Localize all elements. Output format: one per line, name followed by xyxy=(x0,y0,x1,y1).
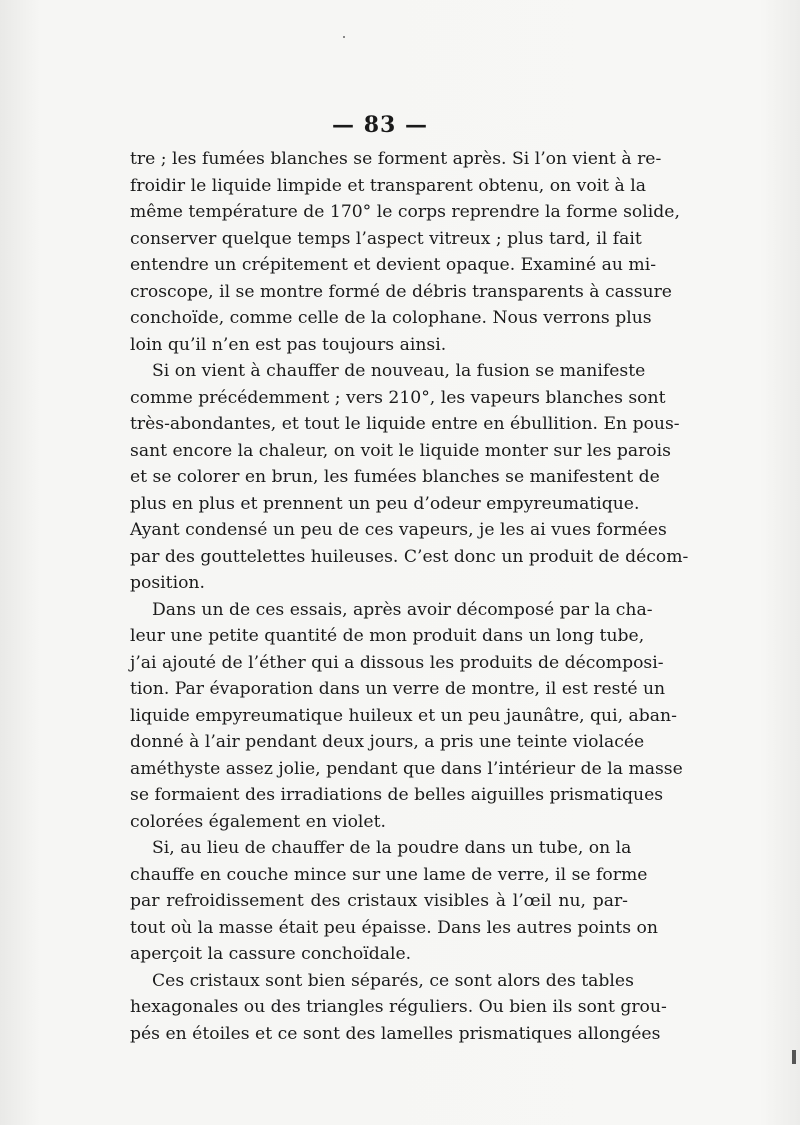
text-line: loin qu’il n’en est pas toujours ainsi. xyxy=(130,334,447,355)
text-line: croscope, il se montre formé de débris transparents à cassure xyxy=(130,281,672,302)
text-line: conchoïde, comme celle de la colophane. Nous verrons plus xyxy=(130,308,652,328)
text-line: j’ai ajouté de l’éther qui a dissous les produits de décomposi- xyxy=(130,652,664,673)
paragraph-5 xyxy=(130,968,667,1048)
text-line: tout où la masse était peu épaisse. Dans les autres points on xyxy=(130,917,658,938)
text-line: pés en étoiles et ce sont des lamelles prismatiques allongées xyxy=(130,1023,661,1044)
text-line: hexagonales ou des triangles réguliers. Ou bien ils sont grou- xyxy=(130,997,667,1017)
text-line: par des gouttelettes huileuses. C’est donc un produit de décom- xyxy=(130,546,689,567)
text-line: tion. Par évaporation dans un verre de montre, il est resté un xyxy=(130,679,666,699)
text-line: tre ; les fumées blanches se forment après. Si l’on vient à re- xyxy=(130,149,662,169)
text-line: donné à l’air pendant deux jours, a pris une teinte violacée xyxy=(130,732,645,752)
page-number: — 83 — xyxy=(332,112,428,138)
text-line: froidir le liquide limpide et transparent obtenu, on voit à la xyxy=(130,175,646,196)
text-line: et se colorer en brun, les fumées blanches se manifestent de xyxy=(130,467,660,487)
text-line: colorées également en violet. xyxy=(130,811,386,832)
text-line: Si, au lieu de chauffer de la poudre dans un tube, on la xyxy=(152,838,632,858)
text-line: plus en plus et prennent un peu d’odeur empyreumatique. xyxy=(130,493,640,514)
text-line: par refroidissement des cristaux visibles à l’œil nu, par- xyxy=(130,891,628,911)
text-line: leur une petite quantité de mon produit dans un long tube, xyxy=(130,626,645,646)
text-line: sant encore la chaleur, on voit le liquide monter sur les parois xyxy=(130,440,671,461)
text-line: Si on vient à chauffer de nouveau, la fusion se manifeste xyxy=(152,361,646,381)
text-line: comme précédemment ; vers 210°, les vapeurs blanches sont xyxy=(130,387,666,408)
text-line: chauffe en couche mince sur une lame de verre, il se forme xyxy=(130,864,648,885)
paragraph-1 xyxy=(130,146,680,358)
text-line: Dans un de ces essais, après avoir décomposé par la cha- xyxy=(152,599,653,620)
text-line: conserver quelque temps l’aspect vitreux ; plus tard, il fait xyxy=(130,228,642,249)
body-text xyxy=(130,146,689,1047)
text-line: entendre un crépitement et devient opaque. Examiné au mi- xyxy=(130,255,657,275)
paragraph-2 xyxy=(130,358,689,597)
text-line: même température de 170° le corps reprendre la forme solide, xyxy=(130,202,680,222)
page-edge-mark xyxy=(792,1050,796,1064)
page-speck xyxy=(343,36,345,38)
text-line: Ayant condensé un peu de ces vapeurs, je les ai vues formées xyxy=(130,520,667,540)
text-line: se formaient des irradiations de belles aiguilles prismatiques xyxy=(130,785,664,805)
paragraph-3 xyxy=(130,597,683,836)
paragraph-4 xyxy=(130,835,658,968)
text-line: très-abondantes, et tout le liquide entre en ébullition. En pous- xyxy=(130,414,680,434)
text-line: Ces cristaux sont bien séparés, ce sont alors des tables xyxy=(152,970,634,991)
text-line: aperçoit la cassure conchoïdale. xyxy=(130,944,412,964)
text-line: liquide empyreumatique huileux et un peu jaunâtre, qui, aban- xyxy=(130,705,677,726)
text-line: position. xyxy=(130,573,205,593)
text-line: améthyste assez jolie, pendant que dans l’intérieur de la masse xyxy=(130,758,683,779)
